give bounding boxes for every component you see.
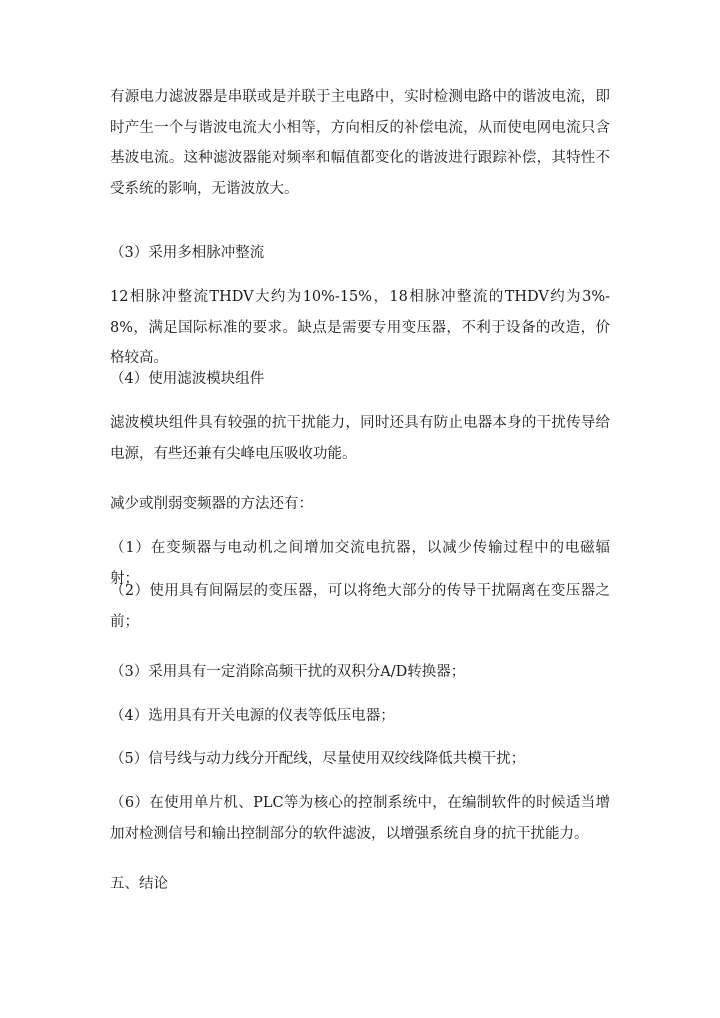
paragraph-filter-module: 滤波模块组件具有较强的抗干扰能力，同时还具有防止电器本身的干扰传导给电源，有些还兼有尖峰电压吸收功能。	[110, 415, 610, 462]
paragraph-multiphase-rectification: 12相脉冲整流THDV大约为10%-15%，18相脉冲整流的THDV约为3%-8%，满足国际标准的要求。缺点是需要专用变压器，不利于设备的改造，价格较高。	[110, 289, 610, 366]
list-item-3: （3）采用具有一定消除高频干扰的双积分A/D转换器；	[110, 664, 466, 680]
paragraph-active-filter: 有源电力滤波器是串联或是并联于主电路中，实时检测电路中的谐波电流，即时产生一个与谐波电流大小相等，方向相反的补偿电流，从而使电网电流只含基波电流。这种滤波器能对频率和幅值都变化的谐波进行跟踪补偿，其特性不受系统的影响，无谐波放大。	[110, 89, 610, 197]
list-item-1: （1）在变频器与电动机之间增加交流电抗器，以减少传输过程中的电磁辐射；	[110, 540, 610, 587]
list-item-5: （5）信号线与动力线分开配线，尽量使用双绞线降低共模干扰；	[110, 751, 526, 767]
list-item-4: （4）选用具有开关电源的仪表等低压电器；	[110, 708, 395, 724]
list-item-2: （2）使用具有间隔层的变压器，可以将绝大部分的传导干扰隔离在变压器之前；	[110, 583, 610, 630]
list-item-6: （6）在使用单片机、PLC等为核心的控制系统中，在编制软件的时候适当增加对检测信号和输出控制部分的软件滤波，以增强系统自身的抗干扰能力。	[110, 795, 610, 842]
paragraph-other-methods-intro: 减少或削弱变频器的方法还有：	[110, 496, 313, 512]
heading-filter-module: （4）使用滤波模块组件	[110, 371, 265, 387]
heading-multiphase-rectification: （3）采用多相脉冲整流	[110, 245, 265, 261]
section-heading-conclusion: 五、结论	[110, 876, 168, 892]
